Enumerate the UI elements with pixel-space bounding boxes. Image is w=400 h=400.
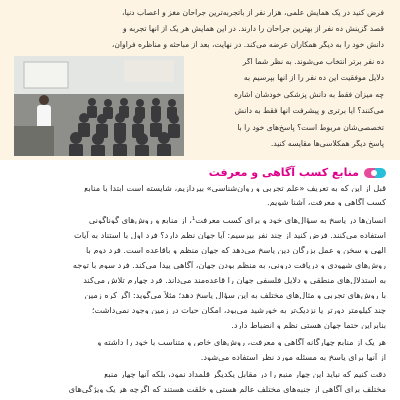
paragraph-line: بنابراین حتماً جهان هستی نظم و انضباط دارد. bbox=[231, 321, 386, 330]
paragraph-line: دقت کنیم که نباید این چهار منبع را در مقابل یکدیگر قلمداد نمود، بلکه آنها چهار منبع bbox=[104, 370, 386, 379]
intro-line: ده نفر برتر انتخاب می‌شوند. به نظر شما اگر bbox=[242, 58, 384, 66]
intro-line: می‌کنند؟ آیا برتری و پیشرفت آنها فقط به دانش bbox=[234, 107, 384, 115]
section-bullet-icon bbox=[364, 168, 386, 178]
conference-photo bbox=[14, 56, 184, 156]
paragraph-line: هر یک از منابع چهارگانه آگاهی و معرفت، روش‌های خاص و متناسب با خود را داشته و bbox=[97, 338, 386, 347]
paragraph-line: کسب آگاهی و معرفت، آشنا شویم. bbox=[267, 198, 386, 207]
intro-line: دلایل موفقیت این ده نفر را از آنها بپرسیم به bbox=[243, 74, 384, 82]
intro-line: دانش خود را به دیگر همکاران عرضه می‌کند. در نهایت، بعد از مباحثه و مناظره فراوان، bbox=[111, 41, 384, 49]
paragraph-line: الهی و سخن و عمل بزرگان دین پاسخ می‌دهد که جهان منظم و باقاعده است. فرد دوم با bbox=[86, 246, 386, 255]
intro-line: قصد گزینش ده نفر از بهترین جراحان را دارند. در این همایش هر یک از آنها تجربه و bbox=[123, 25, 384, 33]
intro-line: پاسخ دیگر همکلاسی‌ها مقایسه کنید. bbox=[270, 140, 384, 148]
paragraph-line: از آنها برای پاسخ به مسئله مورد نظر استفاده می‌شود. bbox=[200, 353, 386, 362]
paragraph-line: روش‌های شهودی و دریافت درونی، به منظم بودن جهان، آگاهی پیدا می‌کند. فرد سوم با توجه bbox=[72, 261, 386, 270]
paragraph-line: مختلف برای آگاهی از جنبه‌های مختلف عالم هستی و خلقت هستند که اگرچه هر یک ویژگی‌های bbox=[68, 385, 386, 394]
intro-line: تخصصی‌شان مربوط است؟ پاسخ‌های خود را با bbox=[237, 124, 384, 132]
paragraph-line: انسان‌ها در پاسخ به سؤال‌های خود و برای کسب معرفت¹، از منابع و روش‌های گوناگونی bbox=[88, 216, 386, 225]
section-title: منابع کسب آگاهی و معرفت bbox=[208, 166, 359, 179]
paragraph-line: به استدلال‌های منطقی و دلایل فلسفی جهان را قاعده‌مند می‌داند. فرد چهارم تلاش می‌کند bbox=[83, 276, 386, 285]
intro-line: چه میزان فقط به دانش پزشکی خودشان اشاره bbox=[234, 91, 384, 99]
paragraph-line: قبل از این که به تعریف «علم تجربی و روان‌شناسی» بپردازیم، شایسته است ابتدا با منابع bbox=[84, 184, 386, 193]
intro-line: فرض کنید در یک همایش علمی، هزار نفر از باتجربه‌ترین جراحان مغز و اعصاب دنیا، bbox=[122, 9, 384, 17]
paragraph-line: با روش‌های تجربی و مثال‌های مختلف به این سؤال پاسخ دهد؛ مثلاً می‌گوید: اگر کره زمین bbox=[84, 291, 386, 300]
intro-activity-box bbox=[0, 0, 400, 160]
section-header bbox=[209, 166, 386, 179]
paragraph-line: چند کیلومتر دورتر یا نزدیک‌تر به خورشید می‌بود، امکان حیات در زمین وجود نمی‌داشت؛ bbox=[91, 306, 386, 315]
paragraph-line: استفاده می‌کنند. فرض کنید از چند نفر بپرسیم: آیا جهان نظم دارد؟ فرد اول با استناد به آیات bbox=[73, 231, 386, 240]
conference-photo-graphic bbox=[14, 56, 184, 156]
